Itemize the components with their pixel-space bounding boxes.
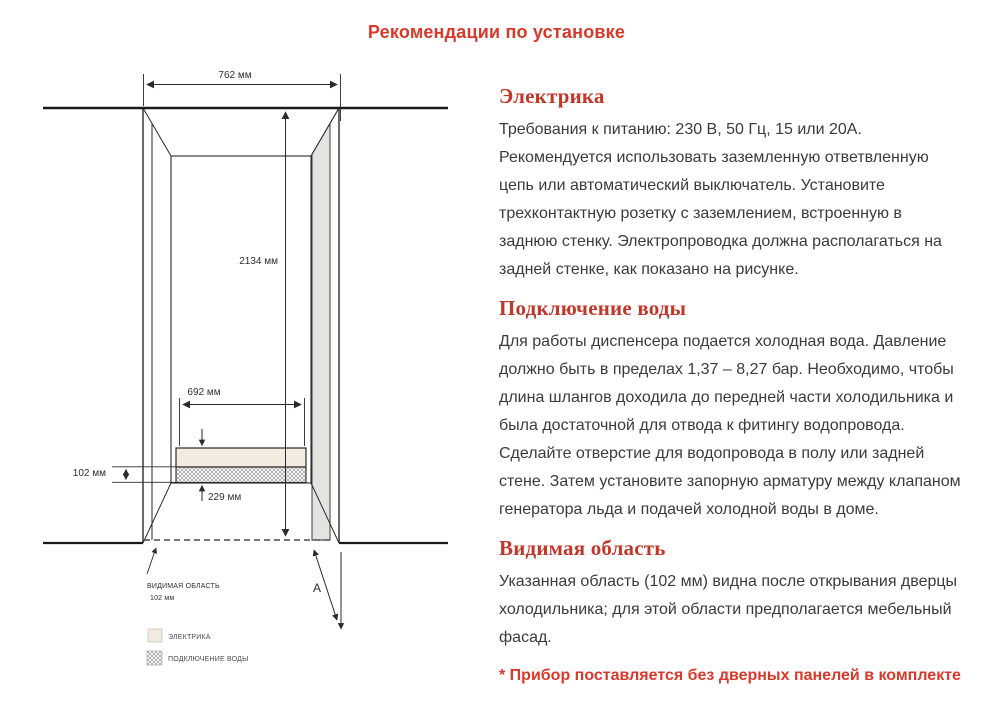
dim-102	[73, 467, 177, 483]
section-electrics-heading: Электрика	[499, 84, 605, 108]
installation-diagram	[0, 0, 470, 706]
visible-area-leader-arrow	[147, 548, 156, 574]
page-title: Рекомендации по установке	[367, 22, 626, 42]
legend-electrics-label: ЭЛЕКТРИКА	[168, 634, 211, 641]
dim-692-label: 692 мм	[187, 387, 221, 398]
dim-762	[144, 70, 341, 121]
section-water-heading: Подключение воды	[499, 296, 687, 320]
water-zone	[176, 467, 306, 483]
dim-762-label: 762 мм	[218, 70, 252, 81]
recommendations-content	[499, 84, 961, 688]
perspective-bottom-left	[143, 483, 171, 543]
section-water-body: Для работы диспенсера подается холодная вода. Давление должно быть в пределах 1,37 – 8,27 бар. Необходимо, чтобы длина шлангов доходила до передней части холодильника и была достаточной для отвода к фитингу водопровода. Сделайте отверстие для водопровода в полу или задней стене. Затем установите запорную арматуру между клапаном генератора льда и подачей холодной воды в доме.	[499, 333, 961, 518]
no-door-panels-note: * Прибор поставляется без дверных панелей в комплекте	[499, 667, 961, 684]
electrics-zone	[176, 448, 306, 467]
legend-water-swatch	[147, 651, 162, 665]
back-wall	[171, 156, 311, 483]
dim-229-label: 229 мм	[208, 492, 242, 503]
section-visible-area-heading: Видимая область	[499, 536, 666, 560]
section-water	[499, 296, 961, 524]
perspective-top-left	[143, 108, 171, 156]
corner-a-label: A	[312, 581, 322, 595]
visible-area-callout	[147, 548, 220, 602]
section-electrics	[499, 84, 961, 284]
legend-electrics-swatch	[148, 629, 162, 642]
dim-2134-label: 2134 мм	[239, 256, 278, 267]
visible-area-label-line2: 102 мм	[150, 595, 175, 602]
corner-a-callout	[313, 550, 341, 629]
section-electrics-body: Требования к питанию: 230 В, 50 Гц, 15 или 20А. Рекомендуется использовать заземленную ответвленную цепь или автоматический выключатель. Установите трехконтактную розетку с заземлением, встроенную в заднюю стенку. Электропроводка должна располагаться на задней стенке, как показано на рисунке.	[499, 121, 942, 278]
section-visible-area-body: Указанная область (102 мм) видна после открывания дверцы холодильника; для этой области предполагается мебельный фасад.	[499, 573, 958, 646]
installation-diagram-svg	[0, 0, 470, 706]
section-visible-area	[499, 536, 961, 652]
dim-102-label: 102 мм	[72, 468, 106, 479]
diagram-legend	[147, 629, 248, 665]
visible-area-label-line1: ВИДИМАЯ ОБЛАСТЬ	[147, 583, 220, 590]
utility-zones	[176, 429, 306, 501]
legend-water-label: ПОДКЛЮЧЕНИЕ ВОДЫ	[168, 656, 249, 663]
right-wall-panel	[312, 108, 339, 540]
